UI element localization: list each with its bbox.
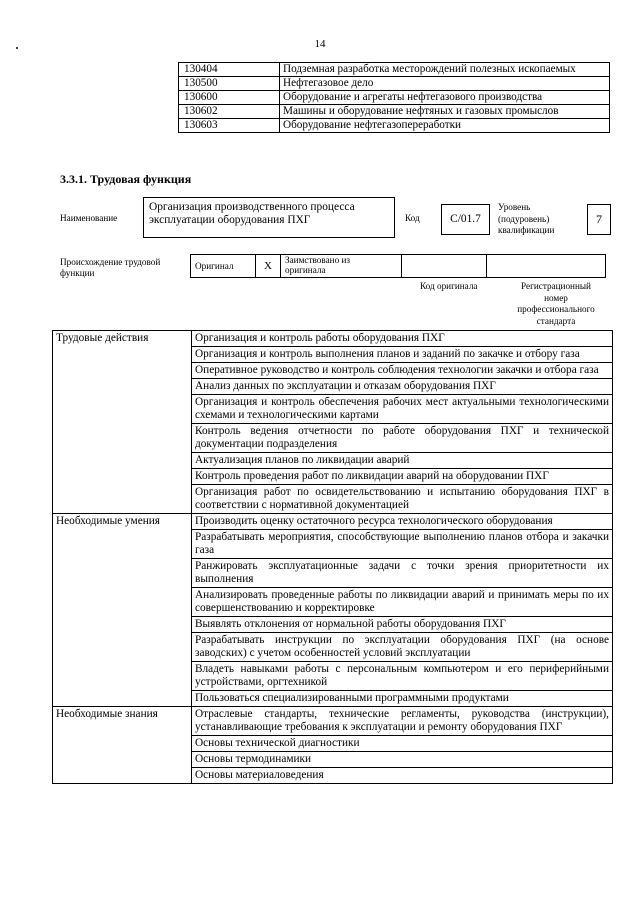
function-name-box: Организация производственного процесса эксплуатации оборудования ПХГ [143, 197, 395, 238]
specialty-code: 130603 [179, 119, 280, 133]
section-item: Оперативное руководство и контроль соблюдения технологии закачки и отбора газа [192, 363, 613, 379]
name-label: Наименование [60, 213, 118, 223]
blank-cell [52, 77, 179, 91]
section-item: Отраслевые стандарты, технические регламенты, руководства (инструкции), устанавливающие требования к эксплуатации и ремонту оборудования ПХГ [192, 707, 613, 736]
section-item: Выявлять отклонения от нормальной работы оборудования ПХГ [192, 617, 613, 633]
section-item: Владеть навыками работы с персональным компьютером и его периферийными устройствами, оргтехникой [192, 662, 613, 691]
reg-label-line-3: профессионального [517, 304, 595, 315]
section-item: Пользоваться специализированными программными продуктами [192, 691, 613, 707]
origin-label-line-2: функции [60, 268, 95, 278]
section-label: Трудовые действия [53, 331, 192, 514]
reg-label-line-1: Регистрационный [521, 281, 591, 291]
section-item: Организация и контроль обеспечения рабочих мест актуальными технологическими схемами и технологическими картами [192, 395, 613, 424]
section-item: Организация работ по освидетельствованию и испытанию оборудования ПХГ в соответствии с нормативной документацией [192, 485, 613, 514]
section-label: Необходимые знания [53, 707, 192, 784]
section-item: Разрабатывать инструкции по эксплуатации оборудования ПХГ (на основе заводских) с учетом особенностей условий эксплуатации [192, 633, 613, 662]
code-row [52, 77, 610, 91]
section-item: Актуализация планов по ликвидации аварий [192, 453, 613, 469]
blank-cell [52, 119, 179, 133]
specialty-code: 130500 [179, 77, 280, 91]
page-number: 14 [314, 38, 326, 50]
original-code-cell [402, 255, 487, 278]
function-code-box: C/01.7 [441, 204, 490, 235]
specialty-name: Машины и оборудование нефтяных и газовых промыслов [280, 105, 610, 119]
blank-cell [52, 63, 179, 77]
specialty-codes-table [52, 62, 610, 133]
section-item: Организация и контроль работы оборудования ПХГ [192, 331, 613, 347]
registration-number-cell [487, 255, 606, 278]
level-label [498, 202, 554, 237]
specialty-name: Оборудование и агрегаты нефтегазового производства [280, 91, 610, 105]
qualification-level-box: 7 [587, 204, 611, 235]
specialty-code: 130600 [179, 91, 280, 105]
original-mark: X [256, 255, 281, 278]
specialty-name: Подземная разработка месторождений полезных ископаемых [280, 63, 610, 77]
function-row [53, 514, 613, 530]
section-item: Производить оценку остаточного ресурса технологического оборудования [192, 514, 613, 530]
section-title: 3.3.1. Трудовая функция [60, 172, 192, 186]
code-label: Код [405, 213, 420, 223]
specialty-name: Оборудование нефтегазопереработки [280, 119, 610, 133]
registration-number-label [500, 281, 612, 327]
code-row [52, 63, 610, 77]
specialty-name: Нефтегазовое дело [280, 77, 610, 91]
level-label-line-3: квалификации [498, 225, 555, 235]
section-item: Основы технической диагностики [192, 736, 613, 752]
level-label-line-1: Уровень [498, 202, 531, 212]
function-row [53, 331, 613, 347]
origin-label-line-1: Происхождение трудовой [60, 257, 161, 267]
code-row [52, 119, 610, 133]
section-item: Анализ данных по эксплуатации и отказам оборудования ПХГ [192, 379, 613, 395]
section-item: Контроль ведения отчетности по работе оборудования ПХГ и технической документации подразделения [192, 424, 613, 453]
blank-cell [52, 91, 179, 105]
section-label: Необходимые умения [53, 514, 192, 707]
section-item: Основы материаловедения [192, 768, 613, 784]
section-item: Контроль проведения работ по ликвидации аварий на оборудовании ПХГ [192, 469, 613, 485]
code-row [52, 105, 610, 119]
function-row [53, 707, 613, 736]
section-item: Разрабатывать мероприятия, способствующие выполнению планов отбора и закачки газа [192, 530, 613, 559]
section-item: Анализировать проведенные работы по ликвидации аварий и принимать меры по их совершенствованию и корректировке [192, 588, 613, 617]
borrowed-label-line-2: оригинала [285, 265, 326, 275]
specialty-code: 130602 [179, 105, 280, 119]
reg-label-line-2: номер [544, 292, 568, 303]
borrowed-label [281, 255, 402, 278]
section-item: Ранжировать эксплуатационные задачи с точки зрения приоритетности их выполнения [192, 559, 613, 588]
code-row [52, 91, 610, 105]
level-label-line-2: (подуровень) [498, 213, 550, 224]
labor-function-table [52, 330, 613, 784]
specialty-code: 130404 [179, 63, 280, 77]
blank-cell [52, 105, 179, 119]
origin-label [60, 257, 160, 279]
origin-table [190, 254, 606, 278]
section-item: Организация и контроль выполнения планов и заданий по закачке и отбору газа [192, 347, 613, 363]
scan-dot [16, 47, 18, 49]
borrowed-label-line-1: Заимствовано из [285, 255, 351, 265]
section-item: Основы термодинамики [192, 752, 613, 768]
reg-label-line-4: стандарта [536, 315, 576, 326]
original-code-label: Код оригинала [420, 281, 478, 291]
original-label: Оригинал [191, 255, 256, 278]
